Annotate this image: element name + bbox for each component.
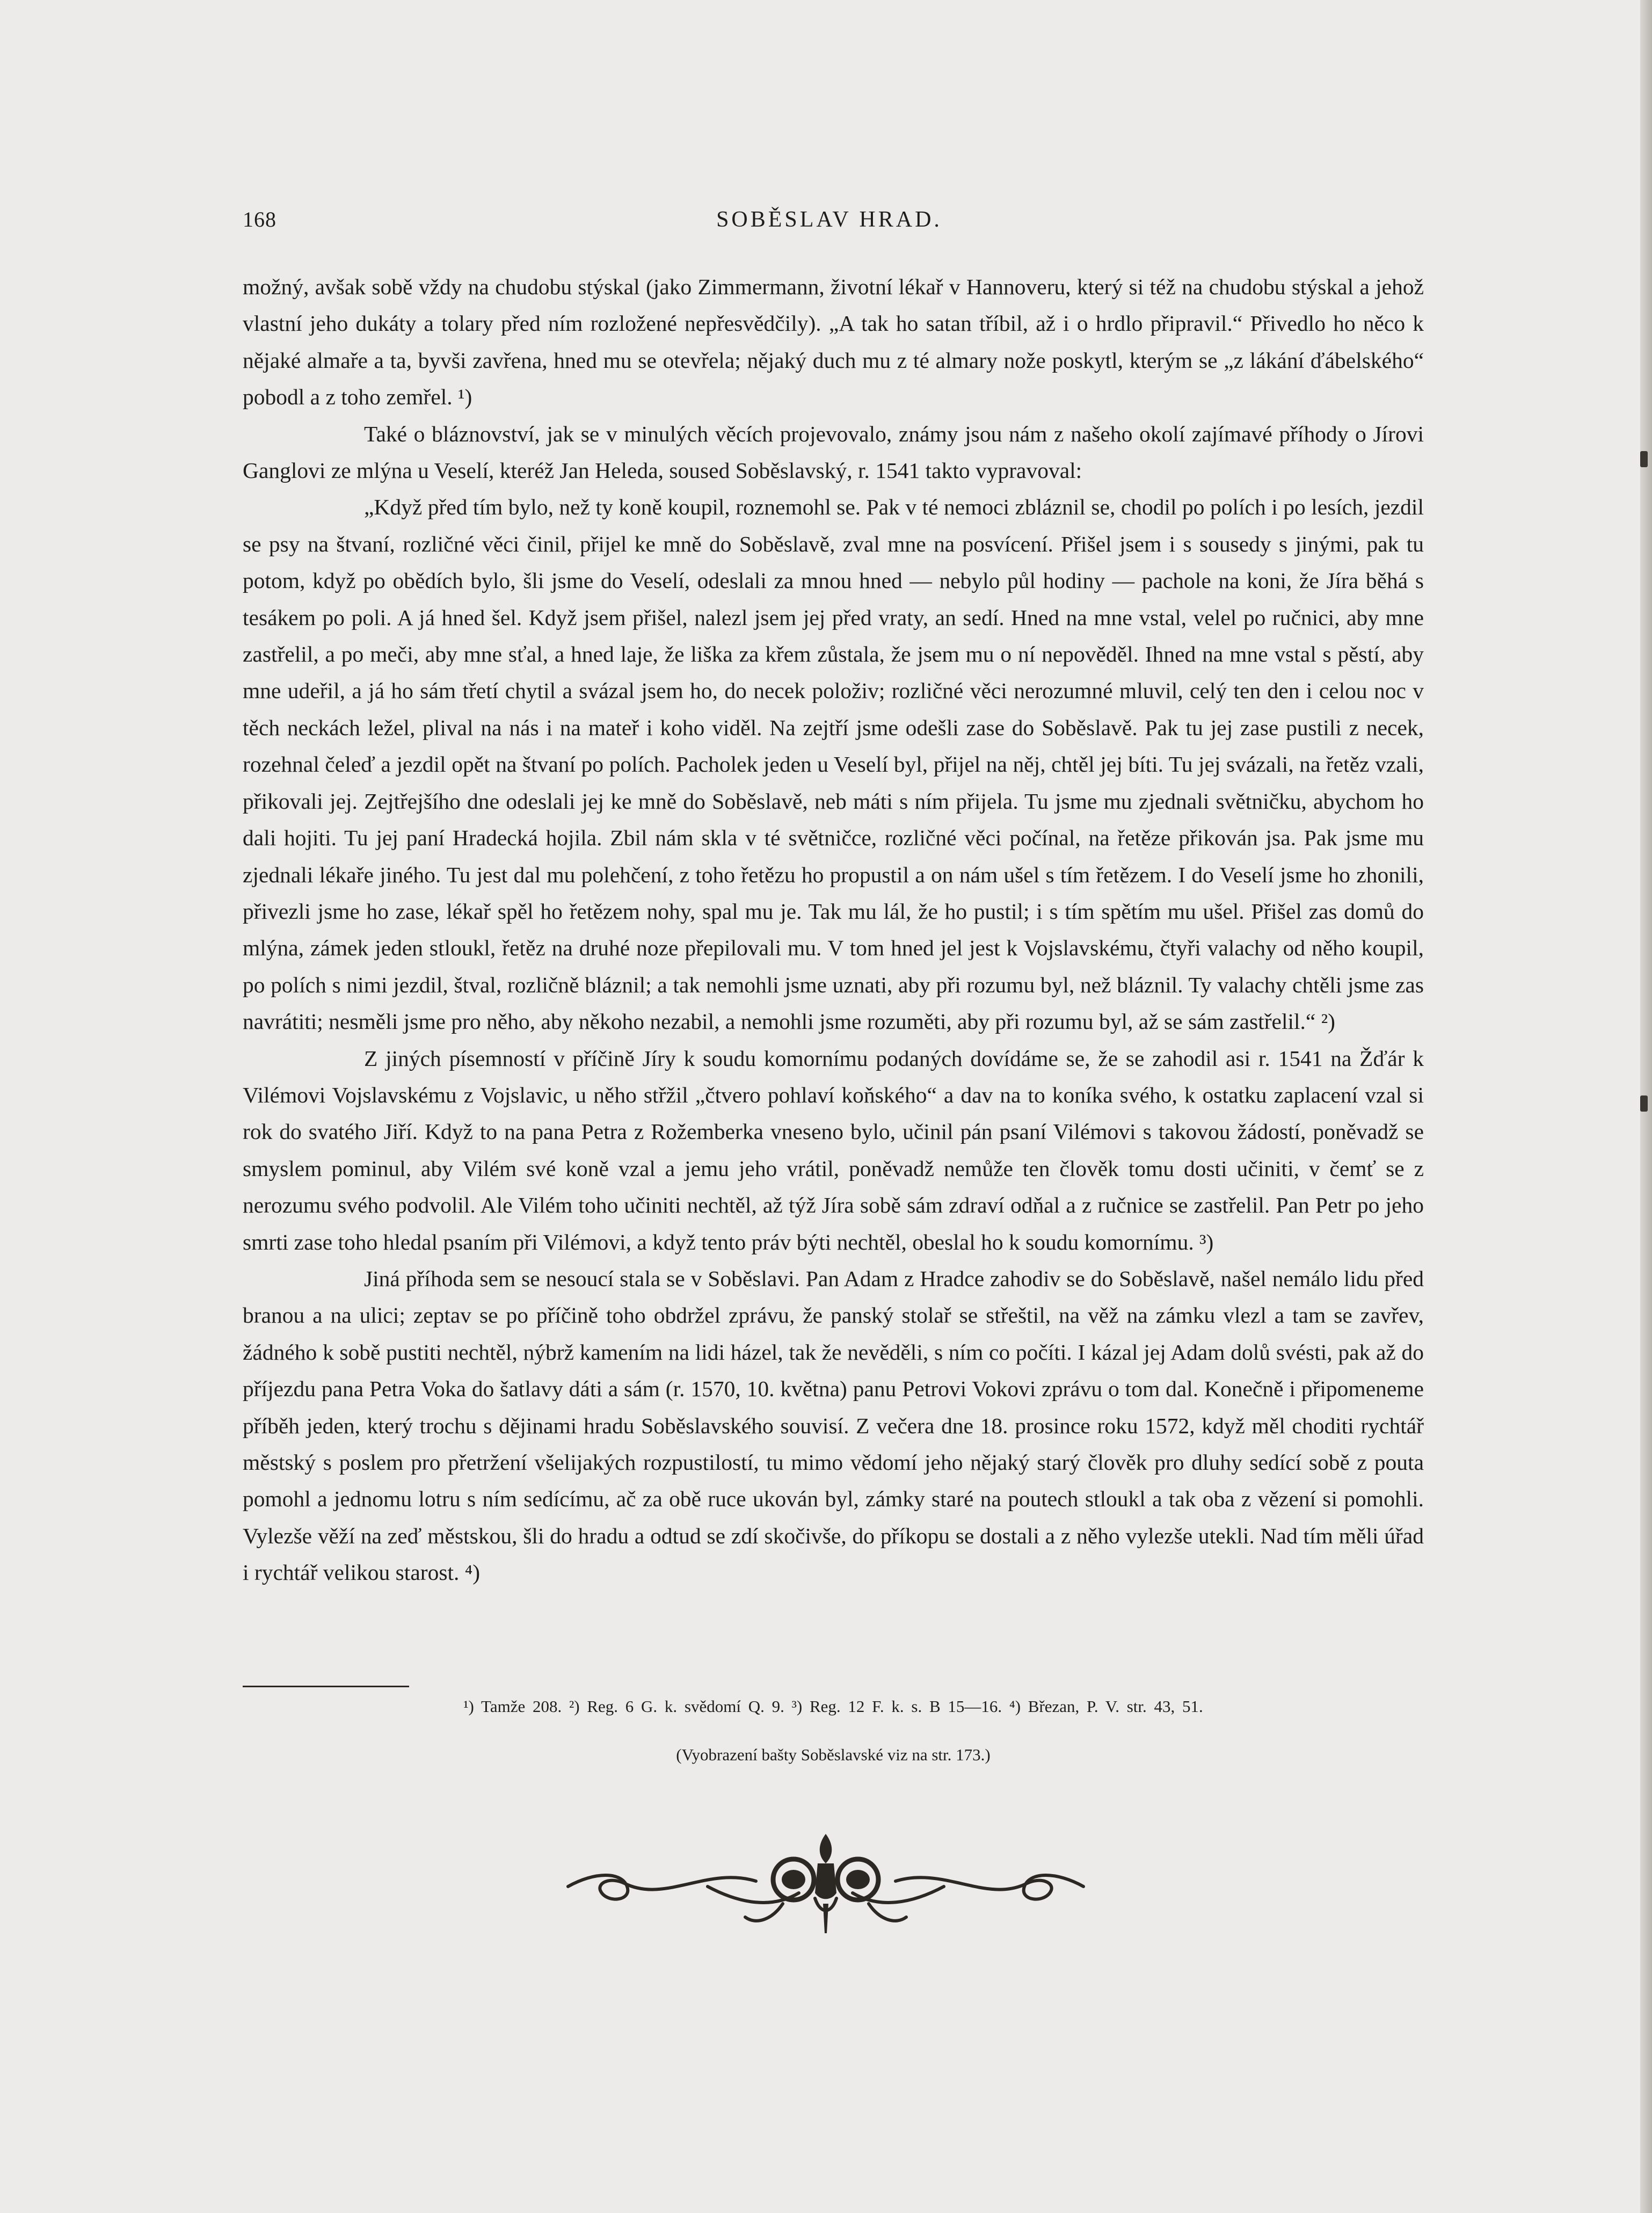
illustration-reference: (Vyobrazení bašty Soběslavské viz na str. 173.)	[676, 1745, 991, 1764]
paragraph-continuation: možný, avšak sobě vždy na chudobu stýskal (jako Zimmermann, životní lékař v Hannoveru, který si též na chudobu stýskal a jehož vlastní jeho dukáty a tolary před ním rozložené nepřesvědčily). „A tak ho satan tříbil, až i o hrdlo připravil.“ Přivedlo ho něco k nějaké almaře a ta, byvši zavřena, hned mu se otevřela; nějaký duch mu z té almary nože poskytl, kterým se „z lákání ďábelského“ pobodl a z toho zemřel. ¹)	[243, 274, 1424, 410]
quoted-testimony: „Když před tím bylo, než ty koně koupil, roznemohl se. Pak v té nemoci zbláznil se, chodil po polích i po lesích, jezdil se psy na štvaní, rozličné věci činil, přijel ke mně do Soběslavě, zval mne na posvícení. Přišel jsem i s sousedy s jinými, pak tu potom, když po obědích bylo, šli jsme do Veselí, odeslali za mnou hned — nebylo půl hodiny — pachole na koni, že Jíra běhá s tesákem po poli. A já hned šel. Když jsem přišel, nalezl jsem jej před vraty, an sedí. Hned na mne vstal, velel po ručnici, aby mne zastřelil, a po meči, aby mne sťal, a hned laje, že liška za křem zůstala, že jsem mu o ní nepověděl. Ihned na mne vstal s pěstí, aby mne udeřil, a já ho sám třetí chytil a svázal jsem ho, do necek položiv; rozličné věci nerozumné mluvil, celý ten den i celou noc v těch neckách ležel, plival na nás i na mateř i koho viděl. Na zejtří jsme odešli zase do Soběslavě. Pak tu jej zase pustili z necek, rozehnal čeleď a jezdil opět na štvaní po polích. Pacholek jeden u Veselí byl, přijel na něj, chtěl jej bíti. Tu jej svázali, na řetěz vzali, přikovali jej. Zejtřejšího dne odeslali jej ke mně do Soběslavě, neb máti s ním přijela. Tu jsme mu zjednali světničku, abychom ho dali hojiti. Tu jej paní Hradecká hojila. Zbil nám skla v té světničce, rozličné věci počínal, na řetěze přikován jsa. Pak jsme mu zjednali lékaře jiného. Tu jest dal mu polehčení, z toho řetězu ho propustil a on nám ušel s tím řetězem. I do Veselí jsme ho zhonili, přivezli jsme ho zase, lékař spěl ho řetězem nohy, spal mu je. Tak mu lál, že ho pustil; i s tím spětím mu ušel. Přišel zas domů do mlýna, zámek jeden stloukl, řetěz na druhé noze přepilovali mu. V tom hned jel jest k Vojslavskému, čtyři valachy od něho koupil, po polích s nimi jezdil, štval, rozličně bláznil; a tak nemohli jsme uznati, aby při rozumu byl, než bláznil. Ty valachy chtěli jsme zas navrátiti; nesměli jsme pro něho, aby někoho nezabil, a nemohli jsme rozuměti, aby při rozumu byl, až se sám zastřelil.“ ²)	[243, 495, 1424, 1034]
edge-mark	[1640, 451, 1648, 467]
edge-mark	[1640, 1095, 1648, 1112]
page-edge	[1640, 0, 1652, 2213]
footnote-divider	[243, 1686, 409, 1687]
running-title: SOBĚSLAV HRAD.	[716, 207, 942, 232]
paragraph: Jiná příhoda sem se nesoucí stala se v Soběslavi. Pan Adam z Hradce zahodiv se do Soběslavě, našel nemálo lidu před branou a na ulici; zeptav se po příčině toho obdržel zprávu, že panský stolař se střeštil, na věž na zámku vlezl a tam se zavřev, žádného k sobě pustiti nechtěl, nýbrž kamením na lidi házel, tak že nevěděli, s ním co počíti. I kázal jej Adam dolů svésti, pak až do příjezdu pana Petra Voka do šatlavy dáti a sám (r. 1570, 10. května) panu Petrovi Vokovi zprávu o tom dal. Konečně i připomeneme příběh jeden, který trochu s dějinami hradu Soběslavského souvisí. Z večera dne 18. prosince roku 1572, když měl choditi rychtář městský s poslem pro přetržení všelijakých rozpustilostí, tu mimo vědomí jeho nějaký starý člověk pro dluhy sedící sobě z pouta pomohl a jednomu lotru s ním sedícímu, ač za obě ruce ukován byl, zámky staré na poutech stloukl a tak oba z vězení si pomohli. Vylezše věží na zeď městskou, šli do hradu a odtud se zdí skočivše, do příkopu se dostali a z něho vylezše utekli. Nad tím měli úřad i rychtář velikou starost. ⁴)	[243, 1266, 1424, 1585]
paragraph: Také o bláznovství, jak se v minulých věcích projevovalo, známy jsou nám z našeho okolí zajímavé příhody o Jírovi Ganglovi ze mlýna u Veselí, kteréž Jan Heleda, soused Soběslavský, r. 1541 takto vypravoval:	[243, 421, 1424, 483]
footnotes: ¹) Tamže 208. ²) Reg. 6 G. k. svědomí Q. 9. ³) Reg. 12 F. k. s. B 15—16. ⁴) Březan, P. V. str. 43, 51.	[463, 1697, 1203, 1716]
page-number: 168	[243, 207, 276, 231]
decorative-vignette-icon	[547, 1823, 1105, 1941]
page-header	[243, 207, 1416, 244]
paragraph: Z jiných písemností v příčině Jíry k soudu komornímu podaných dovídáme se, že se zahodil asi r. 1541 na Žďár k Vilémovi Vojslavskému z Vojslavic, u něho střžil „čtvero pohlaví koňského“ a dav na to koníka svého, k ostatku zaplacení vzal si rok do svatého Jiří. Když to na pana Petra z Rožemberka vneseno bylo, učinil pán psaní Vilémovi s takovou žádostí, poněvadž se smyslem pominul, aby Vilém své koně vzal a jemu jeho vrátil, poněvadž nemůže ten člověk tomu dosti učiniti, v čemť se z nerozumu svého podvolil. Ale Vilém toho učiniti nechtěl, až týž Jíra sobě sám zdraví odňal a z ručnice se zastřelil. Pan Petr po jeho smrti zase toho hledal psaním při Vilémovi, a když tento práv býti nechtěl, obeslal ho k soudu komornímu. ³)	[243, 1046, 1424, 1254]
page-body	[243, 269, 1424, 1591]
